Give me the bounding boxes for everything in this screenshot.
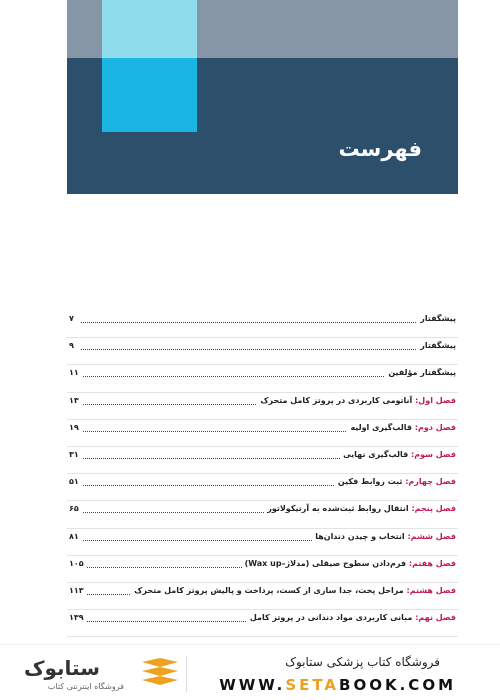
toc-title: فرم‌دادن سطوح صیقلی (مدلاژ–Wax up) bbox=[244, 558, 407, 568]
toc-row[interactable] bbox=[67, 365, 458, 392]
toc-chapter-label: فصل دوم: bbox=[414, 422, 456, 432]
toc-page-number: ۳۱ bbox=[69, 450, 82, 459]
toc-page-number: ۱۳ bbox=[69, 396, 82, 405]
toc-title: آناتومی کاربردی در پروتز کامل متحرک bbox=[260, 395, 413, 405]
toc-row[interactable] bbox=[67, 447, 458, 474]
toc-leader-dots bbox=[81, 349, 454, 350]
toc-entry bbox=[247, 613, 456, 622]
toc-row[interactable] bbox=[67, 610, 458, 637]
toc-page-number: ۱۳۹ bbox=[69, 613, 87, 622]
toc-page-number: ۱۱ bbox=[69, 368, 82, 377]
toc-entry bbox=[264, 504, 456, 513]
toc-title: پیشگفتار bbox=[420, 341, 456, 351]
toc-entry bbox=[242, 559, 456, 568]
toc-page-number: ۱۹ bbox=[69, 423, 82, 432]
toc-entry bbox=[417, 314, 456, 323]
toc-page-number: ۱۱۳ bbox=[69, 586, 87, 595]
toc-entry bbox=[131, 586, 456, 595]
logo-wordmark: ستابوک bbox=[24, 656, 100, 680]
toc-entry bbox=[417, 341, 456, 350]
toc-entry bbox=[312, 532, 456, 541]
toc-entry bbox=[347, 423, 456, 432]
toc-leader-dots bbox=[81, 322, 454, 323]
toc-chapter-label: فصل هشتم: bbox=[406, 585, 456, 595]
toc-title: پیشگفتار مؤلفین bbox=[388, 368, 456, 378]
toc-page-number: ۵۱ bbox=[69, 477, 82, 486]
toc-row[interactable] bbox=[67, 583, 458, 610]
page-title: فهرست bbox=[338, 137, 422, 161]
toc-title: ثبت روابط فکین bbox=[337, 477, 403, 487]
store-name: فروشگاه کتاب پزشکی ستابوک bbox=[285, 655, 440, 669]
toc-chapter-label: فصل نهم: bbox=[415, 613, 456, 623]
toc-row[interactable] bbox=[67, 311, 458, 338]
header-cyan-square bbox=[102, 58, 197, 132]
toc-row[interactable] bbox=[67, 529, 458, 556]
toc-title: قالب‌گیری نهایی bbox=[343, 449, 409, 459]
toc-title: انتقال روابط ثبت‌شده به آرتیکولاتور bbox=[267, 504, 409, 514]
toc-title: مراحل پخت، جدا سازی از کست، پرداخت و پالیش پروتز کامل متحرک bbox=[134, 585, 404, 595]
toc-page-number: ۹ bbox=[69, 341, 77, 350]
toc-row[interactable] bbox=[67, 556, 458, 583]
toc-page-number: ۷ bbox=[69, 314, 77, 323]
toc-title: قالب‌گیری اولیه bbox=[350, 422, 413, 432]
toc-page-number: ۸۱ bbox=[69, 532, 82, 541]
footer-banner bbox=[0, 644, 500, 700]
toc-chapter-label: فصل اول: bbox=[415, 395, 456, 405]
toc-entry bbox=[335, 477, 456, 486]
toc-row[interactable] bbox=[67, 338, 458, 365]
toc-chapter-label: فصل چهارم: bbox=[405, 477, 456, 487]
toc-title: پیشگفتار bbox=[420, 314, 456, 323]
toc-row[interactable] bbox=[67, 393, 458, 420]
toc-page-number: ۶۵ bbox=[69, 504, 82, 513]
logo-tagline: فروشگاه اینترنتی کتاب bbox=[47, 682, 124, 691]
toc-chapter-label: فصل پنجم: bbox=[411, 504, 456, 514]
toc-row[interactable] bbox=[67, 420, 458, 447]
toc-entry bbox=[385, 368, 456, 377]
store-url[interactable]: WWW.SETABOOK.COM bbox=[219, 676, 456, 694]
toc-entry bbox=[340, 450, 456, 459]
toc-title: انتخاب و چیدن دندان‌ها bbox=[315, 531, 405, 541]
toc-row[interactable] bbox=[67, 474, 458, 501]
table-of-contents bbox=[67, 311, 458, 637]
toc-title: مبانی کاربردی مواد دندانی در پروتز کامل bbox=[249, 613, 413, 623]
toc-entry bbox=[257, 396, 456, 405]
toc-chapter-label: فصل ششم: bbox=[407, 531, 456, 541]
toc-chapter-label: فصل سوم: bbox=[411, 449, 456, 459]
toc-chapter-label: فصل هفتم: bbox=[408, 558, 456, 568]
logo-icon bbox=[140, 658, 180, 690]
toc-page-number: ۱۰۵ bbox=[69, 559, 87, 568]
toc-row[interactable] bbox=[67, 501, 458, 528]
header-panel bbox=[67, 0, 458, 194]
header-light-square bbox=[102, 0, 197, 58]
